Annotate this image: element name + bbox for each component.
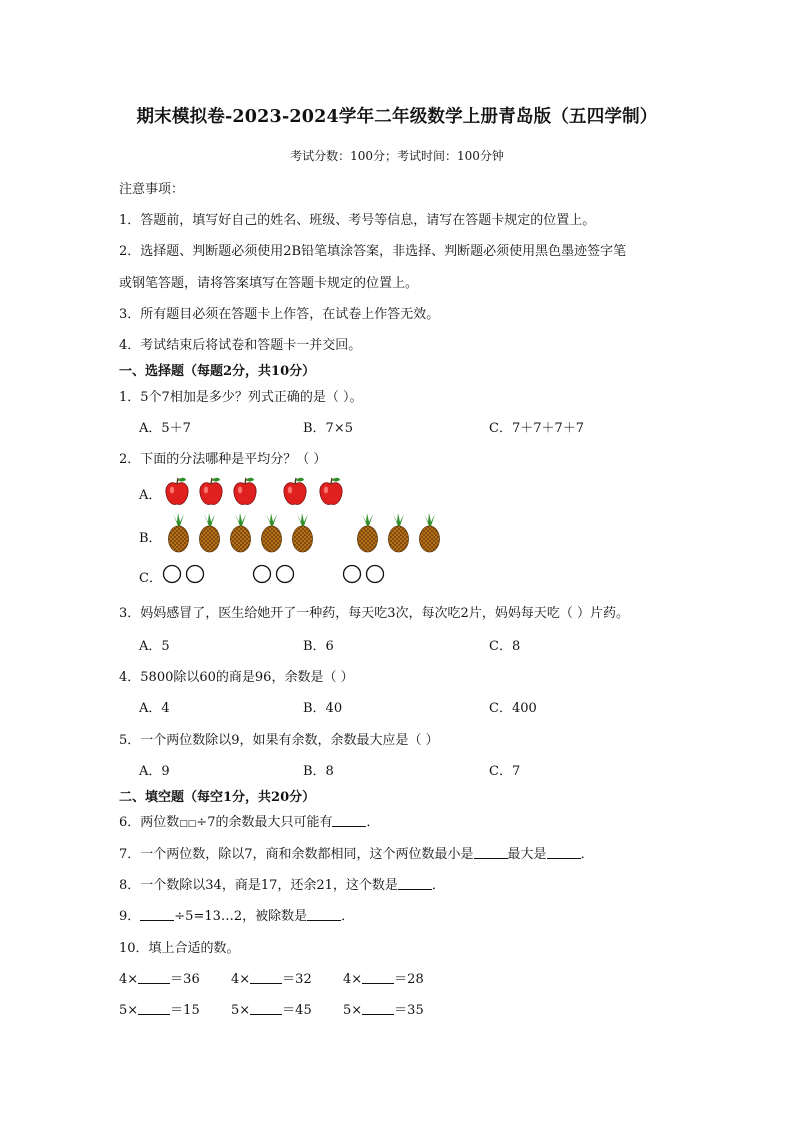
equation: 4× ＝36 bbox=[119, 972, 200, 987]
apple-group bbox=[160, 474, 360, 508]
pineapple-group bbox=[164, 512, 446, 554]
answer-blank[interactable] bbox=[398, 877, 432, 890]
circle-group bbox=[160, 563, 390, 585]
answer-blank[interactable] bbox=[362, 1002, 394, 1015]
circle-icon bbox=[344, 566, 361, 583]
answer-blank[interactable] bbox=[138, 971, 170, 984]
answer-blank[interactable] bbox=[138, 1002, 170, 1015]
answer-blank[interactable] bbox=[362, 971, 394, 984]
question-text: ． bbox=[431, 878, 445, 893]
option-a: A．5 bbox=[139, 639, 170, 654]
note-item: 4．考试结束后将试卷和答题卡一并交回。 bbox=[119, 338, 362, 353]
question-8 bbox=[119, 874, 445, 893]
section-heading: 一、选择题（每题2分，共10分） bbox=[119, 364, 316, 379]
answer-blank[interactable] bbox=[474, 846, 508, 859]
question-text: ． bbox=[580, 847, 594, 862]
question-3: 3．妈妈感冒了，医生给她开了一种药，每天吃3次，每次吃2片，妈妈每天吃（ ）片药。 bbox=[119, 606, 629, 621]
question-7 bbox=[119, 843, 594, 862]
answer-blank[interactable] bbox=[140, 908, 174, 921]
answer-blank[interactable] bbox=[250, 1002, 282, 1015]
answer-blank[interactable] bbox=[250, 971, 282, 984]
answer-blank[interactable] bbox=[332, 814, 366, 827]
question-9 bbox=[119, 905, 354, 924]
note-item: 2．选择题、判断题必须使用2B铅笔填涂答案，非选择、判断题必须使用黑色墨迹签字笔 bbox=[119, 244, 627, 259]
question-4: 4．5800除以60的商是96，余数是（ ） bbox=[119, 670, 354, 685]
equation: 4× ＝32 bbox=[231, 972, 312, 987]
option-a: A．4 bbox=[139, 701, 170, 716]
circle-icon bbox=[187, 566, 204, 583]
pineapple-icon bbox=[293, 513, 313, 552]
option-b: B．6 bbox=[303, 639, 334, 654]
question-text: 8．一个数除以34，商是17，还余21，这个数是 bbox=[119, 878, 398, 893]
option-a: A．5＋7 bbox=[139, 421, 191, 436]
question-text: 9． bbox=[119, 909, 141, 924]
exam-info: 考试分数：100分；考试时间：100分钟 bbox=[290, 149, 504, 163]
equation: 5× ＝35 bbox=[343, 1003, 424, 1018]
circle-icon bbox=[164, 566, 181, 583]
question-text: ÷7的余数最大只可能有 bbox=[196, 815, 333, 830]
option-b: B．40 bbox=[303, 701, 343, 716]
apple-icon bbox=[320, 478, 342, 505]
pineapple-icon bbox=[420, 513, 440, 552]
circle-icon bbox=[277, 566, 294, 583]
option-c: C．7 bbox=[489, 764, 521, 779]
option-c: C．7＋7＋7＋7 bbox=[489, 421, 585, 436]
pineapple-icon bbox=[231, 513, 251, 552]
equation: 4× ＝28 bbox=[343, 972, 424, 987]
option-b: B．7×5 bbox=[303, 421, 353, 436]
circle-icon bbox=[254, 566, 271, 583]
option-a: A．9 bbox=[139, 764, 170, 779]
pineapple-icon bbox=[389, 513, 409, 552]
question-text: ． bbox=[366, 815, 380, 830]
apple-icon bbox=[284, 478, 306, 505]
question-text: 6．两位数 bbox=[119, 815, 180, 830]
answer-blank[interactable] bbox=[307, 908, 341, 921]
option-b: B． bbox=[139, 531, 162, 546]
pineapple-icon bbox=[262, 513, 282, 552]
section-heading: 二、填空题（每空1分，共20分） bbox=[119, 790, 316, 805]
question-text: ． bbox=[341, 909, 355, 924]
option-b: B．8 bbox=[303, 764, 334, 779]
option-c: C． bbox=[139, 571, 162, 586]
note-item: 或钢笔答题，请将答案填写在答题卡规定的位置上。 bbox=[119, 276, 419, 291]
pineapple-icon bbox=[200, 513, 220, 552]
page-title: 期末模拟卷-2023-2024学年二年级数学上册青岛版（五四学制） bbox=[136, 107, 658, 127]
equation: 5× ＝45 bbox=[231, 1003, 312, 1018]
pineapple-icon bbox=[358, 513, 378, 552]
digit-boxes: □□ bbox=[179, 819, 197, 829]
note-item: 3．所有题目必须在答题卡上作答，在试卷上作答无效。 bbox=[119, 307, 440, 322]
question-1: 1．5个7相加是多少？列式正确的是（ ）。 bbox=[119, 390, 363, 405]
equation: 5× ＝15 bbox=[119, 1003, 200, 1018]
notes-heading: 注意事项： bbox=[119, 182, 185, 197]
question-text: 最大是 bbox=[507, 847, 547, 862]
question-10: 10．填上合适的数。 bbox=[119, 941, 240, 956]
question-text: ÷5=13…2，被除数是 bbox=[174, 909, 308, 924]
answer-blank[interactable] bbox=[547, 846, 581, 859]
note-item: 1．答题前，填写好自己的姓名、班级、考号等信息，请写在答题卡规定的位置上。 bbox=[119, 213, 596, 228]
option-a: A． bbox=[139, 488, 162, 503]
pineapple-icon bbox=[169, 513, 189, 552]
option-c: C．8 bbox=[489, 639, 521, 654]
apple-icon bbox=[234, 478, 256, 505]
question-5: 5．一个两位数除以9，如果有余数，余数最大应是（ ） bbox=[119, 733, 439, 748]
apple-icon bbox=[200, 478, 222, 505]
question-2: 2．下面的分法哪种是平均分？（ ） bbox=[119, 452, 327, 467]
question-text: 7．一个两位数，除以7，商和余数都相同，这个两位数最小是 bbox=[119, 847, 474, 862]
apple-icon bbox=[166, 478, 188, 505]
question-6 bbox=[119, 811, 379, 830]
circle-icon bbox=[367, 566, 384, 583]
option-c: C．400 bbox=[489, 701, 537, 716]
